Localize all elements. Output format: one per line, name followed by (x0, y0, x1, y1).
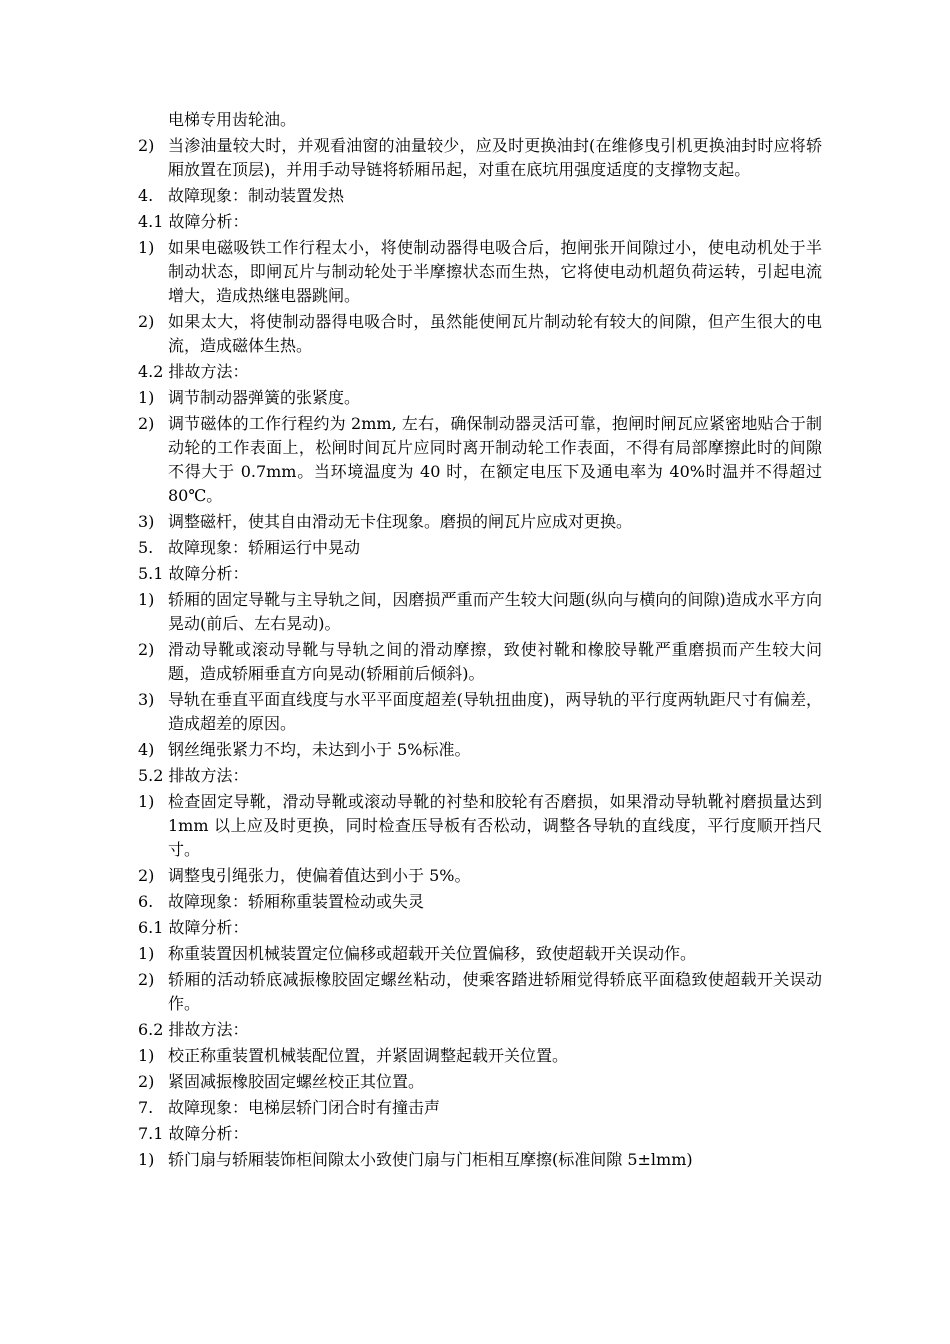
list-item-number: 2) (138, 312, 155, 331)
list-item (138, 1044, 822, 1068)
section-heading (138, 184, 822, 208)
list-item (138, 688, 822, 736)
list-item-text: 紧固减振橡胶固定螺丝校正其位置。 (168, 1072, 425, 1091)
subsection-heading: 4.2 排故方法： (138, 362, 249, 381)
list-item (138, 968, 822, 1016)
list-item (138, 588, 822, 636)
list-item-number: 2) (138, 136, 155, 155)
subsection-heading: 6.2 排故方法： (138, 1020, 249, 1039)
subsection-heading: 5.1 故障分析： (138, 564, 249, 583)
list-item (138, 790, 822, 862)
list-item (138, 386, 822, 410)
subsection-heading: 4.1 故障分析： (138, 212, 249, 231)
list-item-text: 调节磁体的工作行程约为 2mm, 左右，确保制动器灵活可靠，抱闸时闸瓦应紧密地贴合于制动轮的工作表面上，松闸时间瓦片应同时离开制动轮工作表面，不得有局部摩擦此时的间隙不得大于 0.7mm。当环境温度为 40 时，在额定电压下及通电率为 40%时温并不得超过 80℃。 (168, 414, 822, 505)
continued-paragraph: 电梯专用齿轮油。 (168, 110, 297, 129)
subsection-heading: 5.2 排故方法： (138, 766, 249, 785)
list-item (138, 942, 822, 966)
section-heading (138, 1096, 822, 1120)
list-item-number: 1) (138, 388, 155, 407)
list-item-text: 调整磁杆，使其自由滑动无卡住现象。磨损的闸瓦片应成对更换。 (168, 512, 633, 531)
list-item (138, 412, 822, 508)
list-item-text: 检查固定导靴，滑动导靴或滚动导靴的衬垫和胶轮有否磨损，如果滑动导轨靴衬磨损量达到 1mm 以上应及时更换，同时检查压导板有否松动，调整各导轨的直线度，平行度顺开挡尺寸。 (168, 792, 822, 859)
list-item-text: 调节制动器弹簧的张紧度。 (168, 388, 361, 407)
section-number: 6. (138, 892, 154, 911)
list-item (138, 236, 822, 308)
list-item-text: 滑动导靴或滚动导靴与导轨之间的滑动摩擦，致使衬靴和橡胶导靴严重磨损而产生较大问题，造成轿厢垂直方向晃动(轿厢前后倾斜)。 (168, 640, 822, 683)
list-item-number: 2) (138, 866, 155, 885)
list-item (138, 310, 822, 358)
list-item-text: 轿厢的活动轿底减振橡胶固定螺丝粘动，使乘客踏进轿厢觉得轿底平面稳致使超载开关误动作。 (168, 970, 822, 1013)
list-item-text: 轿厢的固定导靴与主导轨之间，因磨损严重而产生较大问题(纵向与横向的间隙)造成水平方向晃动(前后、左右晃动)。 (168, 590, 822, 633)
list-item-number: 1) (138, 1046, 155, 1065)
list-item-number: 2) (138, 970, 155, 989)
list-item-text: 如果电磁吸铁工作行程太小，将使制动器得电吸合后，抱闸张开间隙过小，使电动机处于半制动状态，即闸瓦片与制动轮处于半摩擦状态而生热，它将使电动机超负荷运转，引起电流增大，造成热继电器跳闸。 (168, 238, 822, 305)
list-item (138, 1070, 822, 1094)
subsection-heading: 7.1 故障分析： (138, 1124, 249, 1143)
list-item-number: 1) (138, 238, 155, 257)
list-item (138, 738, 822, 762)
section-title: 故障现象：电梯层轿门闭合时有撞击声 (168, 1098, 441, 1117)
list-item (138, 1148, 822, 1172)
list-item (138, 864, 822, 888)
list-item-text: 轿门扇与轿厢装饰柜间隙太小致使门扇与门柜相互摩擦(标准间隙 5±lmm) (168, 1150, 693, 1169)
document-body (138, 108, 822, 1174)
list-item (138, 510, 822, 534)
list-item-text: 校正称重装置机械装配位置，并紧固调整起载开关位置。 (168, 1046, 569, 1065)
subsection-heading: 6.1 故障分析： (138, 918, 249, 937)
list-item-text: 如果太大，将使制动器得电吸合时，虽然能使闸瓦片制动轮有较大的间隙，但产生很大的电流，造成磁体生热。 (168, 312, 822, 355)
list-item-number: 1) (138, 590, 155, 609)
list-item-text: 导轨在垂直平面直线度与水平平面度超差(导轨扭曲度)，两导轨的平行度两轨距尺寸有偏差，造成超差的原因。 (168, 690, 822, 733)
section-title: 故障现象：轿厢称重装置检动或失灵 (168, 892, 425, 911)
list-item-text: 调整曳引绳张力，使偏着值达到小于 5%。 (168, 866, 471, 885)
list-item-number: 1) (138, 792, 155, 811)
list-item-number: 2) (138, 414, 155, 433)
list-item-number: 1) (138, 1150, 155, 1169)
section-title: 故障现象：制动装置发热 (168, 186, 345, 205)
list-item-number: 4) (138, 740, 155, 759)
list-item-number: 2) (138, 640, 155, 659)
list-item-text: 称重装置因机械装置定位偏移或超载开关位置偏移，致使超载开关误动作。 (168, 944, 697, 963)
list-item-number: 3) (138, 512, 155, 531)
list-item-number: 1) (138, 944, 155, 963)
list-item (138, 638, 822, 686)
list-item-text: 当渗油量较大时，并观看油窗的油量较少，应及时更换油封(在维修曳引机更换油封时应将轿厢放置在顶层)，并用手动导链将轿厢吊起，对重在底坑用强度适度的支撑物支起。 (168, 136, 822, 179)
list-item-text: 钢丝绳张紧力不均，未达到小于 5%标准。 (168, 740, 471, 759)
section-heading (138, 536, 822, 560)
section-number: 7. (138, 1098, 154, 1117)
section-number: 5. (138, 538, 154, 557)
list-item-number: 2) (138, 1072, 155, 1091)
section-number: 4. (138, 186, 154, 205)
section-heading (138, 890, 822, 914)
section-title: 故障现象：轿厢运行中晃动 (168, 538, 361, 557)
list-item-number: 3) (138, 690, 155, 709)
list-item (138, 134, 822, 182)
